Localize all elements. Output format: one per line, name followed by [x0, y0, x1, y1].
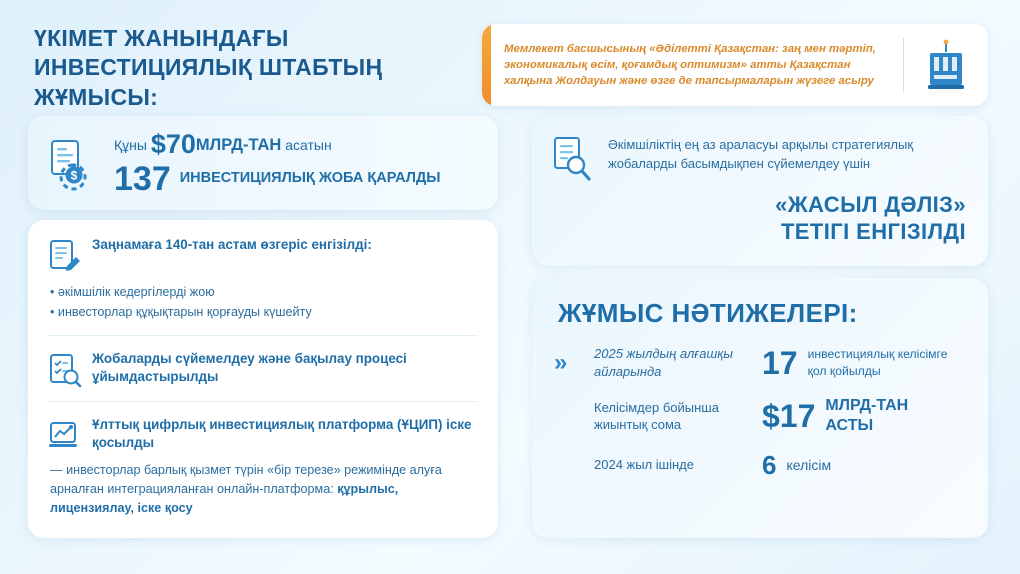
- result-period: 2025 жылдың алғашқы айларында: [594, 346, 733, 379]
- results-card: [532, 278, 988, 538]
- note-emphasis: құрылыс, лицензиялау, іске қосу: [50, 482, 399, 516]
- list-item: [28, 220, 498, 322]
- result-label: келісім: [786, 456, 832, 473]
- svg-text:$: $: [70, 168, 78, 183]
- result-row: [532, 450, 988, 481]
- double-chevron-right-icon: »: [554, 348, 565, 376]
- result-period: Келісімдер бойынша жиынтық сома: [594, 399, 719, 433]
- result-row: [532, 345, 988, 380]
- project-count-label: ИНВЕСТИЦИЯЛЫҚ ЖОБА ҚАРАЛДЫ: [179, 170, 441, 186]
- green-corridor-text: Әкімшіліктің ең аз араласуы арқылы стратегиялық жобаларды басымдықпен сүйемелдеу үшін: [608, 137, 914, 171]
- bullet: • әкімшілік кедергілерді жою: [50, 282, 478, 302]
- result-number: 17: [762, 344, 798, 381]
- cost-amount: $70: [150, 129, 196, 160]
- green-corridor-headline: [532, 184, 988, 246]
- result-number: 6: [762, 450, 777, 481]
- result-label-line-1: МЛРД-ТАН: [825, 397, 909, 415]
- list-item-title: Заңнамаға 140-тан астам өзгеріс енгізілді:: [92, 237, 372, 252]
- list-item-bullets: [50, 282, 478, 322]
- cost-headline: [114, 130, 484, 160]
- bullet: • инвесторлар құқықтарын қорғауды күшейту: [50, 302, 478, 322]
- list-item: [28, 336, 498, 388]
- result-label: [825, 396, 908, 436]
- green-corridor-card: [532, 116, 988, 266]
- page-title: ҮКІМЕТ ЖАНЫНДАҒЫ ИНВЕСТИЦИЯЛЫҚ ШТАБТЫҢ ЖҰМЫСЫ:: [34, 25, 383, 110]
- result-number: $17: [762, 398, 816, 435]
- government-building-icon: [904, 39, 988, 91]
- result-row: [532, 396, 988, 436]
- result-label-line-2: АСТЫ: [825, 417, 874, 435]
- list-item-note: [50, 461, 476, 518]
- cost-body: [114, 130, 498, 196]
- document-magnifier-icon: [550, 134, 608, 184]
- project-count: 137: [114, 159, 171, 198]
- measures-list-card: [28, 220, 498, 538]
- list-item-title: Жобаларды сүйемелдеу және бақылау процесі ұйымдастырылды: [92, 351, 407, 385]
- quote-text: Мемлекет басшысының «Әділетті Қазақстан: заң мен тәртіп, экономикалық өсім, қоғамдық оптимизм» атты Қазақстан халқына Жолдауын және өзге де тапсырмаларын жүзеге асыру: [504, 42, 876, 88]
- list-item: [28, 402, 498, 518]
- result-label: инвестициялық келісімге қол қойылды: [807, 347, 948, 378]
- investment-cost-card: [28, 116, 498, 210]
- list-item-title: Ұлттық цифрлық инвестициялық платформа (ҰЦИП) іске қосылды: [92, 417, 472, 451]
- cost-unit: МЛРД-ТАН: [195, 136, 282, 155]
- chart-laptop-icon: [48, 416, 92, 454]
- document-dollar-gear-icon: [28, 135, 114, 191]
- checklist-magnifier-icon: [48, 350, 92, 388]
- project-count-row: [114, 159, 484, 198]
- headline-line-2: ТЕТІГІ ЕНГІЗІЛДІ: [780, 218, 966, 244]
- cost-suffix: асатын: [285, 137, 332, 154]
- cost-prefix: Құны: [114, 137, 147, 154]
- quote-card: [482, 24, 988, 106]
- document-pen-icon: [48, 236, 92, 274]
- result-period: 2024 жыл ішінде: [594, 457, 694, 473]
- note-text: — инвесторлар барлық қызмет түрін «бір терезе» режимінде алуға арналған интеграцияланған онлайн-платформа:: [50, 463, 442, 497]
- results-title: ЖҰМЫС НӘТИЖЕЛЕРІ:: [558, 298, 858, 328]
- headline-line-1: «ЖАСЫЛ ДӘЛІЗ»: [775, 192, 966, 217]
